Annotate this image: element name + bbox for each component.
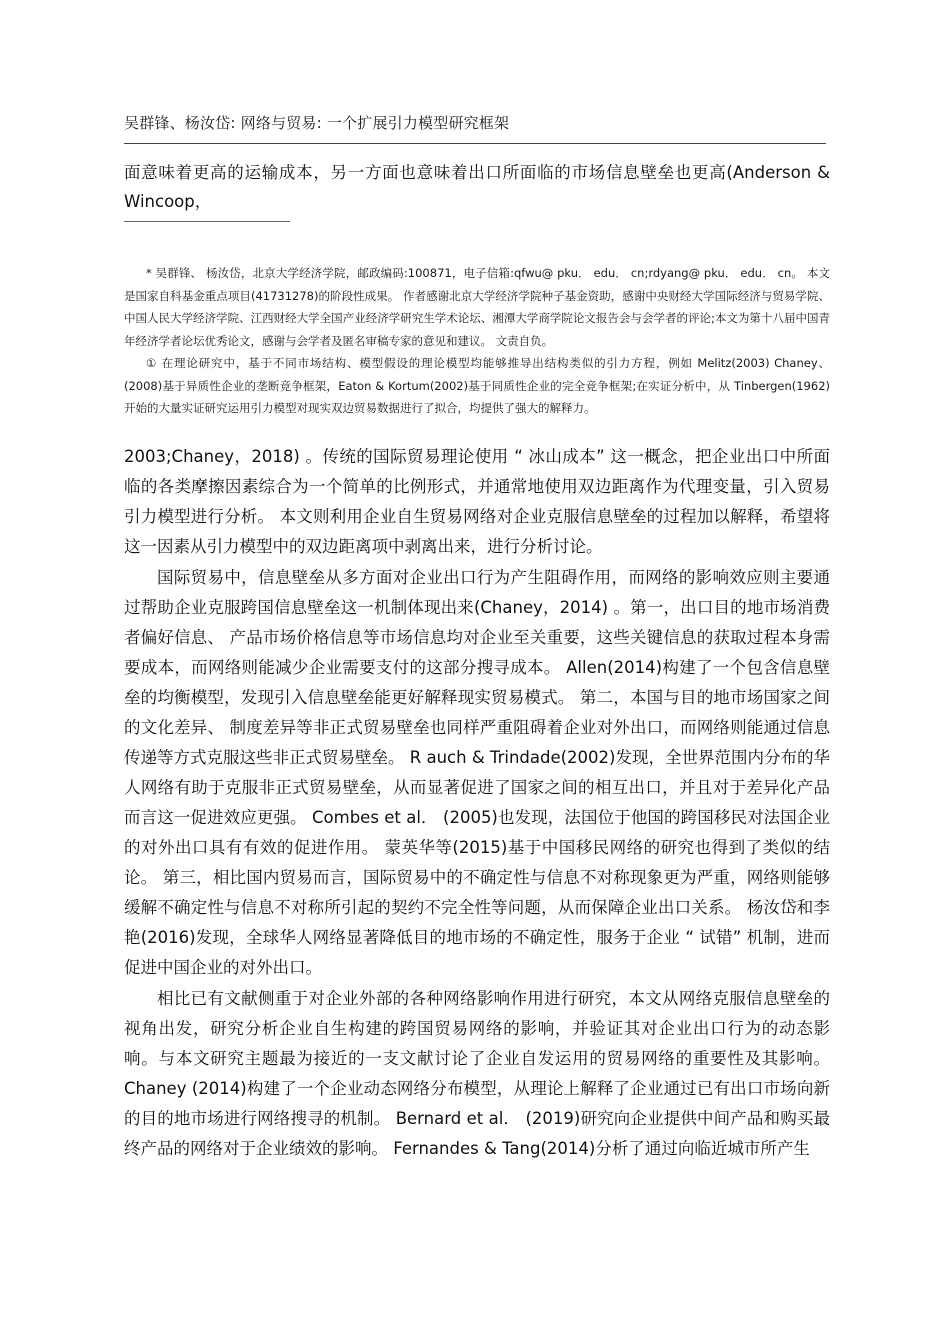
- continued-paragraph: 面意味着更高的运输成本，另一方面也意味着出口所面临的市场信息壁垒也更高(Anderson & Wincoop，: [124, 163, 830, 211]
- body-paragraph-2: 国际贸易中，信息壁垒从多方面对企业出口行为产生阻碍作用，而网络的影响效应则主要通过帮助企业克服跨国信息壁垒这一机制体现出来(Chaney，2014) 。第一，出口目的地市场消费者偏好信息、 产品市场价格信息等市场信息均对企业至关重要，这些关键信息的获取过程本身需要成本，而网络则能减少企业需要支付的这部分搜寻成本。 Allen(2014)构建了一个包含信息壁垒的均衡模型，发现引入信息壁垒能更好解释现实贸易模式。 第二，本国与目的地市场国家之间的文化差异、 制度差异等非正式贸易壁垒也同样严重阻碍着企业对外出口，而网络则能通过信息传递等方式克服这些非正式贸易壁垒。 R auch & Trindade(2002)发现，全世界范围内分布的华人网络有助于克服非正式贸易壁垒，从而显著促进了国家之间的相互出口，并且对于差异化产品而言这一促进效应更强。 Combes et al． (2005)也发现，法国位于他国的跨国移民对法国企业的对外出口具有有效的促进作用。 蒙英华等(2015)基于中国移民网络的研究也得到了类似的结论。 第三，相比国内贸易而言，国际贸易中的不确定性与信息不对称现象更为严重，网络则能够缓解不确定性与信息不对称所引起的契约不完全性等问题，从而保障企业出口关系。 杨汝岱和李艳(2016)发现，全球华人网络显著降低目的地市场的不确定性，服务于企业 “ 试错” 机制，进而促进中国企业的对外出口。: [124, 568, 830, 977]
- header-rule: [124, 143, 826, 144]
- body-text: [124, 442, 830, 1164]
- footnote-author-info: * 吴群锋、 杨汝岱，北京大学经济学院，邮政编码:100871，电子信箱:qfwu@ pku． edu． cn;rdyang@ pku． edu． cn。 本文是国家自科基金重点项目(41731278)的阶段性成果。 作者感谢北京大学经济学院种子基金资助，感谢中央财经大学国际经济与贸易学院、中国人民大学经济学院、江西财经大学全国产业经济学研究生学术论坛、湘潭大学商学院论文报告会与会学者的评论;本文为第十八届中国青年经济学者论坛优秀论文，感谢与会学者及匿名审稿专家的意见和建议。 文责自负。: [124, 266, 830, 348]
- footnote-1: ① 在理论研究中，基于不同市场结构、模型假设的理论模型均能够推导出结构类似的引力方程，例如 Melitz(2003) Chaney、 (2008)基于异质性企业的垄断竞争框架，Eaton & Kortum(2002)基于同质性企业的完全竞争框架;在实证分析中，从 Tinbergen(1962)开始的大量实证研究运用引力模型对现实双边贸易数据进行了拟合，均提供了强大的解释力。: [124, 356, 830, 415]
- body-paragraph-1: 2003;Chaney，2018) 。传统的国际贸易理论使用 “ 冰山成本” 这一概念，把企业出口中所面临的各类摩擦因素综合为一个简单的比例形式，并通常地使用双边距离作为代理变量，引入贸易引力模型进行分析。 本文则利用企业自生贸易网络对企业克服信息壁垒的过程加以解释，希望将这一因素从引力模型中的双边距离项中剥离出来，进行分析讨论。: [124, 447, 830, 556]
- footnotes: [124, 262, 830, 420]
- body-paragraph-3: 相比已有文献侧重于对企业外部的各种网络影响作用进行研究，本文从网络克服信息壁垒的视角出发，研究分析企业自生构建的跨国贸易网络的影响，并验证其对企业出口行为的动态影响。与本文研究主题最为接近的一支文献讨论了企业自发运用的贸易网络的重要性及其影响。 Chaney (2014)构建了一个企业动态网络分布模型，从理论上解释了企业通过已有出口市场向新的目的地市场进行网络搜寻的机制。 Bernard et al． (2019)研究向企业提供中间产品和购买最终产品的网络对于企业绩效的影响。 Fernandes & Tang(2014)分析了通过向临近城市所产生: [124, 989, 830, 1158]
- footnote-separator: [124, 221, 290, 222]
- running-header: 吴群锋、杨汝岱: 网络与贸易: 一个扩展引力模型研究框架: [124, 114, 510, 132]
